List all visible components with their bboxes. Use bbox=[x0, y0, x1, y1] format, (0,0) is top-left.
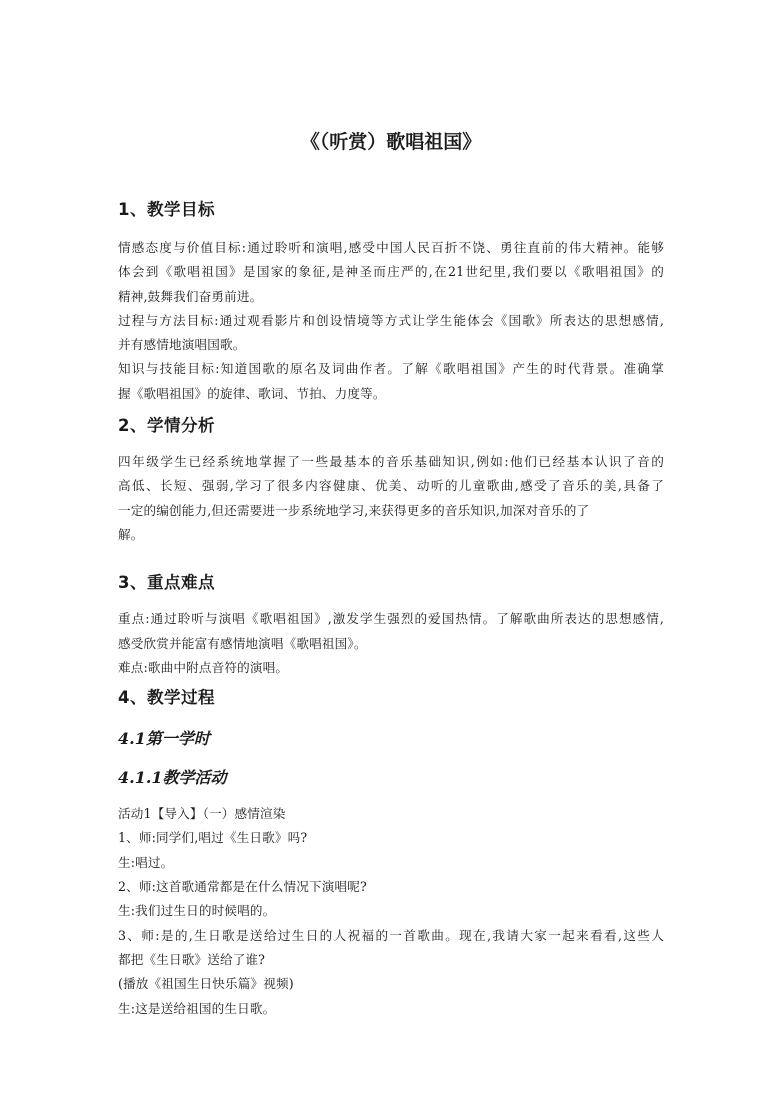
text-line: 并有感情地演唱国歌。 bbox=[118, 337, 246, 353]
text-line: 1、师:同学们,唱过《生日歌》吗? bbox=[118, 830, 308, 846]
text-line: 解。 bbox=[118, 526, 144, 542]
paragraph-knowledge-goal bbox=[118, 357, 664, 406]
text-line: 生:唱过。 bbox=[118, 854, 174, 870]
subsection-heading-teaching-activity: 4.1.1教学活动 bbox=[118, 768, 227, 788]
text-line: 都把《生日歌》送给了谁? bbox=[118, 951, 266, 967]
text-line: 一定的编创能力,但还需要进一步系统地学习,来获得更多的音乐知识,加深对音乐的了 bbox=[118, 502, 590, 518]
paragraph-difficult-points bbox=[118, 656, 664, 680]
section-heading-objectives: 1、教学目标 bbox=[118, 200, 215, 219]
paragraph-key-points bbox=[118, 607, 664, 656]
section-heading-teaching-process: 4、教学过程 bbox=[118, 688, 215, 708]
text-line: 活动1【导入】（一）感情渲染 bbox=[118, 806, 286, 822]
subsection-heading-first-lesson: 4.1第一学时 bbox=[118, 729, 210, 749]
text-line: 重点:通过聆听与演唱《歌唱祖国》,激发学生强烈的爱国热情。了解歌曲所表达的思想感情, bbox=[118, 611, 664, 627]
text-line: 情感态度与价值目标:通过聆听和演唱,感受中国人民百折不饶、勇往直前的伟大精神。能够 bbox=[118, 240, 664, 255]
text-line: 精神,鼓舞我们奋勇前进。 bbox=[118, 288, 263, 304]
section-heading-student-analysis: 2、学情分析 bbox=[118, 416, 215, 436]
text-line: 高低、长短、强弱,学习了很多内容健康、优美、动听的儿童歌曲,感受了音乐的美,具备了 bbox=[118, 478, 664, 494]
text-line: 3、师:是的,生日歌是送给过生日的人祝福的一首歌曲。现在,我请大家一起来看看,这些人 bbox=[118, 927, 664, 943]
text-line: 过程与方法目标:通过观看影片和创设情境等方式让学生能体会《国歌》所表达的思想感情, bbox=[118, 312, 664, 328]
text-line: 感受欣赏并能富有感情地演唱《歌唱祖国》。 bbox=[118, 635, 367, 651]
text-line: 生:这是送给祖国的生日歌。 bbox=[118, 1000, 276, 1016]
paragraph-process-goal bbox=[118, 309, 664, 358]
paragraph-student-analysis bbox=[118, 450, 664, 547]
text-line: 知识与技能目标:知道国歌的原名及词曲作者。了解《歌唱祖国》产生的时代背景。准确掌 bbox=[118, 361, 664, 377]
text-line: 生:我们过生日的时候唱的。 bbox=[118, 903, 276, 919]
text-line: 体会到《歌唱祖国》是国家的象征,是神圣而庄严的,在21世纪里,我们要以《歌唱祖国》的 bbox=[118, 264, 664, 280]
paragraph-emotional-goal bbox=[118, 236, 664, 309]
document-title: 《（听赏）歌唱祖国》 bbox=[300, 131, 482, 153]
text-line: 难点:歌曲中附点音符的演唱。 bbox=[118, 659, 289, 675]
paragraph-activity-dialogue bbox=[118, 802, 664, 1021]
text-line: 握《歌唱祖国》的旋律、歌词、节拍、力度等。 bbox=[118, 385, 386, 401]
section-heading-key-points: 3、重点难点 bbox=[118, 573, 215, 593]
text-line: 四年级学生已经系统地掌握了一些最基本的音乐基础知识,例如:他们已经基本认识了音的 bbox=[118, 454, 664, 470]
text-line: 2、师:这首歌通常都是在什么情况下演唱呢? bbox=[118, 879, 367, 895]
text-line: (播放《祖国生日快乐篇》视频) bbox=[118, 976, 294, 992]
